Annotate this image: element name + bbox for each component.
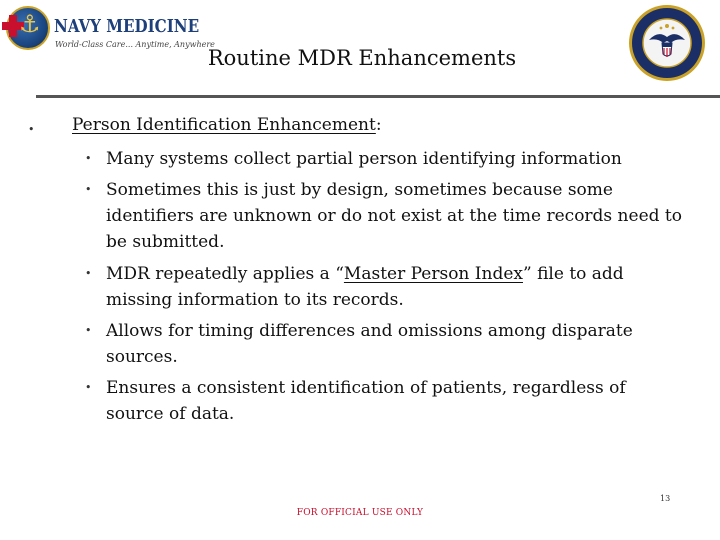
list-item-text: Many systems collect partial person identifying information (106, 149, 622, 169)
slide-title: Routine MDR Enhancements (207, 46, 517, 70)
department-seal-icon (628, 4, 706, 82)
list-item-text: Allows for timing differences and omissions among disparate sources. (106, 321, 633, 367)
list-item-text-prefix: MDR repeatedly applies a “ (106, 264, 344, 284)
bullet-icon: • (85, 183, 92, 196)
section-heading-text: Person Identification Enhancement (72, 115, 376, 135)
bullet-icon: • (85, 267, 92, 280)
list-item-text: Ensures a consistent identification of patients, regardless of source of data. (106, 378, 626, 424)
logo-subtitle: World-Class Care... Anytime, Anywhere (55, 40, 215, 49)
logo-title: NAVY MEDICINE (54, 16, 200, 37)
list-item (85, 261, 686, 313)
list-item-text: Sometimes this is just by design, sometimes because some identifiers are unknown or do not exist at the time records need to be submitted. (106, 180, 682, 252)
section-heading (72, 112, 382, 138)
page-number: 13 (660, 494, 671, 503)
bullet-icon: • (28, 123, 35, 136)
anchor-icon: ⚓ (19, 10, 41, 38)
bullet-icon: • (85, 381, 92, 394)
list-item (85, 375, 686, 427)
bullet-icon: • (85, 152, 92, 165)
footer-classification: FOR OFFICIAL USE ONLY (296, 508, 424, 518)
list-item (85, 177, 686, 255)
title-divider (36, 95, 720, 98)
list-item (85, 318, 686, 370)
master-person-index-link: Master Person Index (343, 264, 523, 284)
section-heading-colon: : (375, 115, 382, 135)
list-item-text-suffix: ” file to add missing information to its records. (106, 264, 624, 310)
bullet-icon: • (85, 324, 92, 337)
list-item (85, 146, 686, 172)
red-cross-icon-vertical (9, 15, 17, 37)
